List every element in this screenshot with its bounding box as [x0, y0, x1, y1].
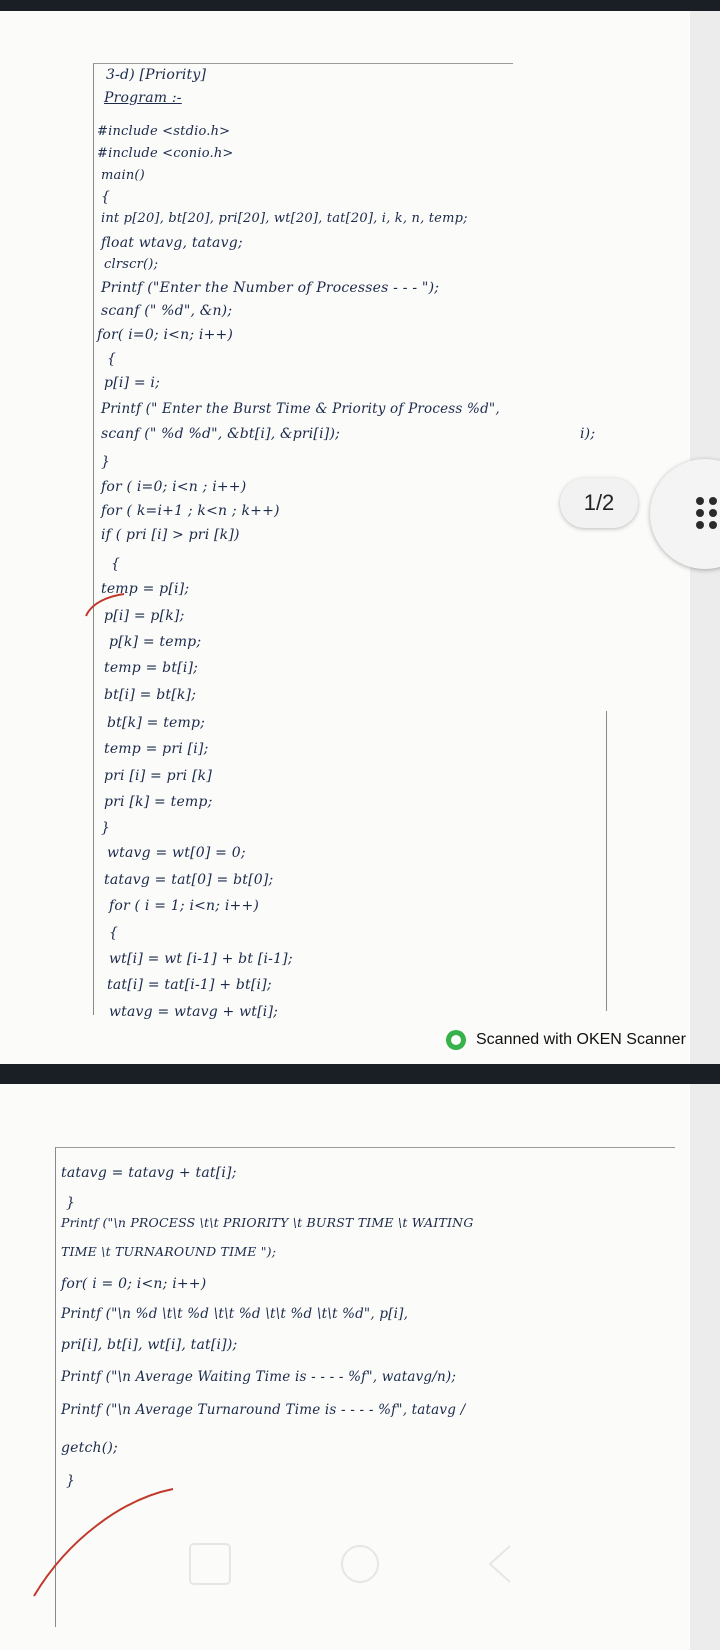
oken-logo-icon — [446, 1030, 466, 1050]
code-line: #include <conio.h> — [97, 146, 234, 161]
code-line: Printf ("Enter the Number of Processes - - - "); — [101, 280, 440, 296]
notebook-top-line — [93, 63, 513, 64]
code-line: for ( k=i+1 ; k<n ; k++) — [101, 503, 280, 519]
code-line: { — [111, 556, 121, 572]
code-line: scanf (" %d %d", &bt[i], &pri[i]); — [101, 426, 341, 442]
code-line: scanf (" %d", &n); — [101, 303, 233, 319]
code-line: Printf (" Enter the Burst Time & Priority of Process %d", — [101, 401, 500, 417]
code-line: for( i = 0; i<n; i++) — [61, 1276, 207, 1292]
code-line: { — [109, 925, 119, 941]
code-line: Printf ("\n %d \t\t %d \t\t %d \t\t %d \t\t %d", p[i], — [61, 1306, 409, 1322]
watermark-text: Scanned with OKEN Scanner — [476, 1031, 686, 1048]
code-line: Printf ("\n PROCESS \t\t PRIORITY \t BURST TIME \t WAITING — [61, 1215, 474, 1230]
code-line: wt[i] = wt [i-1] + bt [i-1]; — [109, 951, 293, 967]
more-dots-icon — [696, 497, 718, 529]
code-line: for ( i = 1; i<n; i++) — [109, 898, 260, 914]
code-line: pri[i], bt[i], wt[i], tat[i]); — [61, 1337, 238, 1353]
code-line: } — [66, 1195, 76, 1211]
page-separator — [0, 1064, 720, 1084]
code-line: tatavg = tatavg + tat[i]; — [61, 1165, 237, 1181]
code-line: tat[i] = tat[i-1] + bt[i]; — [107, 977, 272, 993]
code-line: pri [k] = temp; — [104, 794, 213, 810]
code-line: p[k] = temp; — [109, 634, 202, 650]
code-line: for ( i=0; i<n ; i++) — [101, 479, 247, 495]
page-indicator-label: 1/2 — [583, 490, 615, 515]
code-line: if ( pri [i] > pri [k]) — [101, 527, 240, 543]
red-check-mark-icon — [80, 586, 130, 626]
scanner-watermark — [446, 1028, 686, 1052]
code-line: wtavg = wtavg + wt[i]; — [109, 1004, 279, 1020]
code-line: p[i] = i; — [104, 375, 160, 391]
code-line: Printf ("\n Average Turnaround Time is - - - - %f", tatavg / — [61, 1402, 466, 1418]
code-line: p[i] = p[k]; — [104, 608, 185, 624]
code-line: { — [107, 351, 117, 367]
code-line: main() — [101, 168, 145, 183]
notebook-margin-right — [606, 711, 607, 1011]
code-line: temp = bt[i]; — [104, 660, 199, 676]
scanned-page-2 — [0, 1084, 690, 1650]
code-line: } — [66, 1473, 76, 1489]
page-heading: 3-d) [Priority] — [106, 67, 207, 83]
faded-nav-shapes — [180, 1534, 540, 1594]
scanned-page-1 — [0, 11, 690, 1064]
code-line: temp = pri [i]; — [104, 741, 209, 757]
red-check-mark-icon — [28, 1484, 178, 1604]
code-line: Printf ("\n Average Waiting Time is - - - - %f", watavg/n); — [61, 1369, 457, 1385]
code-line: { — [101, 189, 111, 205]
page-indicator[interactable] — [560, 478, 638, 528]
code-line: temp = p[i]; — [101, 581, 190, 597]
code-line: bt[i] = bt[k]; — [104, 687, 197, 703]
code-line: TIME \t TURNAROUND TIME "); — [61, 1244, 277, 1259]
code-line: pri [i] = pri [k] — [104, 768, 213, 784]
code-line: int p[20], bt[20], pri[20], wt[20], tat[20], i, k, n, temp; — [101, 211, 468, 226]
page-subheading: Program :- — [104, 90, 182, 106]
code-line: tatavg = tat[0] = bt[0]; — [104, 872, 274, 888]
notebook-margin-left — [93, 63, 94, 1015]
top-status-bar — [0, 0, 720, 11]
code-line: for( i=0; i<n; i++) — [97, 327, 234, 343]
side-note: i); — [580, 426, 596, 442]
notebook-top-line — [55, 1147, 675, 1148]
code-line: float wtavg, tatavg; — [101, 235, 243, 251]
code-line: } — [101, 820, 111, 836]
code-line: clrscr(); — [104, 257, 159, 272]
code-line: wtavg = wt[0] = 0; — [107, 845, 246, 861]
code-line: #include <stdio.h> — [97, 124, 231, 139]
code-line: bt[k] = temp; — [107, 715, 206, 731]
code-line: } — [101, 454, 111, 470]
code-line: getch(); — [61, 1440, 118, 1456]
